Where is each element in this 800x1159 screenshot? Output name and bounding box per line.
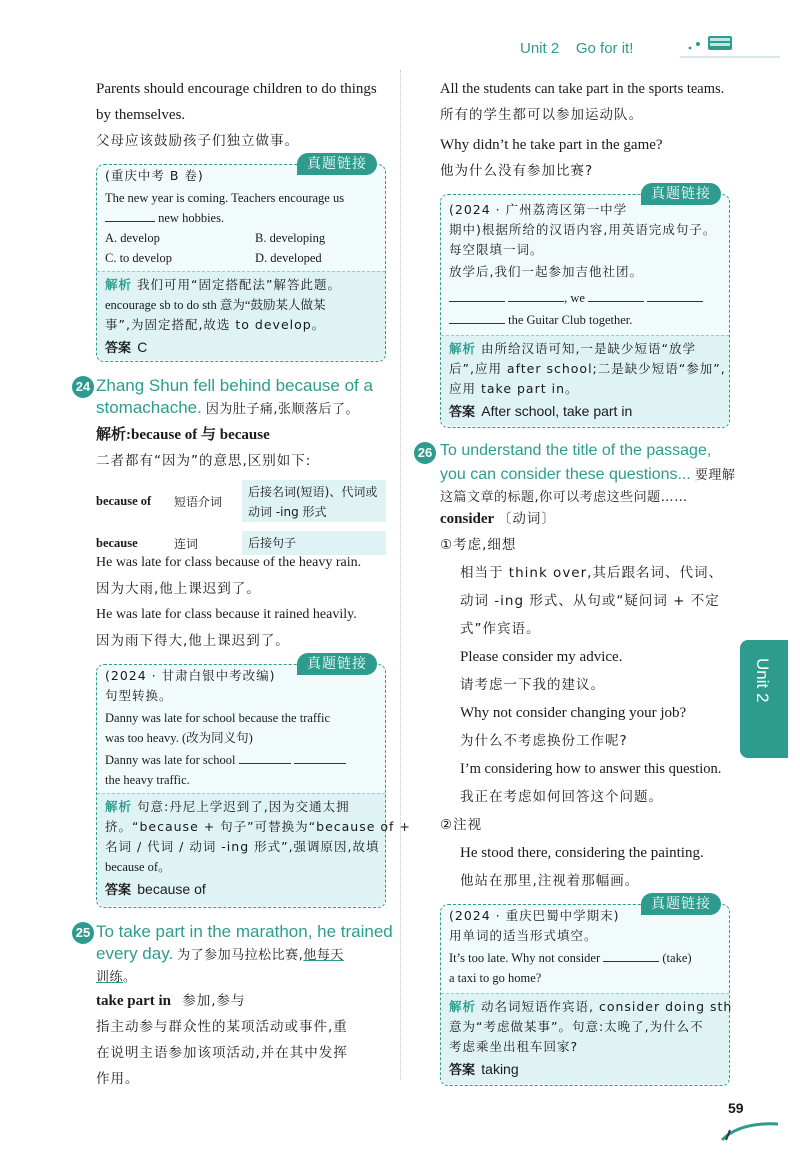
box3-line-2: 放学后,我们一起参加吉他社团。 <box>449 264 643 279</box>
item24-heading-cn: 因为肚子痛,张顺落后了。 <box>205 402 359 417</box>
item25-desc-1: 指主动参与群众性的某项活动或事件,重 <box>96 1019 348 1035</box>
box2-analysis <box>97 793 411 906</box>
item26-meaning-2: ②注视 <box>440 817 483 833</box>
item25-heading-cn-3: 训练 <box>96 970 124 985</box>
box3-line-4: the Guitar Club together. <box>449 311 632 329</box>
item24-heading-line-2 <box>96 398 359 418</box>
box2-analysis-1: 解析 句意:丹尼上学迟到了,因为交通太拥 <box>105 799 350 814</box>
box2-analysis-2: 挤。“because + 句子”可替换为“because of + <box>105 819 411 834</box>
box1-option-b: B. developing <box>255 231 326 245</box>
item24-example-1-cn: 因为大雨,他上课迟到了。 <box>96 581 261 597</box>
box3-analysis-2: 后”,应用 after school;二是缺少短语“参加”, <box>449 361 726 376</box>
box3-analysis-3: 应用 take part in。 <box>449 381 579 396</box>
right-example-2-cn: 他为什么没有参加比赛? <box>440 163 594 179</box>
item26-example-1-en: Please consider my advice. <box>460 649 623 665</box>
column-divider <box>400 70 401 1080</box>
box1-analysis-3: 事”,为固定搭配,故选 to develop。 <box>105 317 326 332</box>
box4-analysis-2: 意为“考虑做某事”。句意:太晚了,为什么不 <box>449 1019 704 1034</box>
item25-heading-line-3 <box>96 966 137 986</box>
box1-source: (重庆中考 B 卷) <box>105 168 204 183</box>
box4-answer: 答案 taking <box>449 1061 519 1078</box>
exam-link-tab: 真题链接 <box>641 893 721 915</box>
box3-line-1: 每空限填一词。 <box>449 242 544 257</box>
box1-option-a: A. develop <box>105 231 160 245</box>
box3-answer: 答案 After school, take part in <box>449 403 633 420</box>
unit-side-tab-label: Unit 2 <box>753 658 772 703</box>
item-number-26: 26 <box>414 442 436 464</box>
header-unit: Unit 2 <box>520 40 560 57</box>
item25-heading-line-1 <box>96 922 393 942</box>
box3-analysis <box>441 335 729 426</box>
item26-heading-en-1: To understand the title of the passage, <box>440 442 712 459</box>
page-corner-swoosh-icon <box>720 1118 780 1142</box>
box3-source-2: 期中)根据所给的汉语内容,用英语完成句子。 <box>449 222 717 237</box>
intro-en-2: by themselves. <box>96 107 186 123</box>
box3-source-1: (2024 · 广州荔湾区第一中学 <box>449 202 628 217</box>
exam-link-tab: 真题链接 <box>641 183 721 205</box>
item26-meaning-1-desc-1: 相当于 think over,其后跟名词、代词、 <box>460 565 723 581</box>
box1-option-c: C. to develop <box>105 251 173 265</box>
item26-pos: 〔动词〕 <box>497 511 556 527</box>
right-example-1-en: All the students can take part in the sports teams. <box>440 81 725 97</box>
box2-analysis-4: because of。 <box>105 860 171 874</box>
item26-meaning-1-desc-2: 动词 -ing 形式、从句或“疑问词 + 不定 <box>460 593 720 609</box>
item25-heading-en-2: every day. <box>96 944 174 963</box>
item25-desc-2: 在说明主语参加该项活动,并在其中发挥 <box>96 1045 348 1061</box>
item26-example-2-en: Why not consider changing your job? <box>460 705 687 721</box>
item26-heading-line-2 <box>440 464 735 484</box>
item24-example-2-en: He was late for class because it rained heavily. <box>96 607 357 622</box>
item24-example-1-en: He was late for class because of the heavy rain. <box>96 555 362 570</box>
item24-heading-en-2: stomachache. <box>96 398 202 417</box>
box1-analysis <box>97 271 385 360</box>
box4-source: (2024 · 重庆巴蜀中学期末) <box>449 908 620 923</box>
box2-line-5: the heavy traffic. <box>105 773 190 787</box>
box3-line-3: , we <box>449 289 703 307</box>
box2-line-3: was too heavy. (改为同义句) <box>105 731 253 745</box>
box4-line-1: 用单词的适当形式填空。 <box>449 928 598 943</box>
exam-link-box-2 <box>96 656 411 908</box>
exam-link-box-3 <box>440 186 730 428</box>
table-row: because of 短语介词 后接名词(短语)、代词或动词 -ing 形式 <box>96 478 386 524</box>
item25-phrase-line <box>96 990 246 1012</box>
item-number-24: 24 <box>72 376 94 398</box>
box2-line-2: Danny was late for school because the traffic <box>105 711 331 725</box>
unit-side-tab <box>740 640 788 758</box>
item25-heading-line-2 <box>96 944 344 964</box>
item26-word-line <box>440 508 556 530</box>
intro-en-1: Parents should encourage children to do things <box>96 81 377 97</box>
item26-example-3-en: I’m considering how to answer this question. <box>460 761 722 777</box>
right-example-1-cn: 所有的学生都可以参加运动队。 <box>440 107 643 123</box>
item24-heading-en-1: Zhang Shun fell behind because of a <box>96 376 373 395</box>
box3-analysis-1: 解析 由所给汉语可知,一是缺少短语“放学 <box>449 341 696 356</box>
item25-heading-en-1b: , he trained <box>307 922 393 941</box>
item26-heading-cn-2: 这篇文章的标题,你可以考虑这些问题…… <box>440 490 688 505</box>
item24-example-2-cn: 因为雨下得大,他上课迟到了。 <box>96 633 290 649</box>
item26-heading-cn-1: 要理解 <box>694 468 736 483</box>
item25-heading-cn-2: 他每天 <box>303 948 344 963</box>
item25-heading-en-1a: To take part in the marathon <box>96 922 308 941</box>
item25-phrase: take part in <box>96 993 171 1009</box>
book-stack-icon <box>680 32 740 54</box>
box4-line-3: a taxi to go home? <box>449 971 542 985</box>
exam-link-tab: 真题链接 <box>297 153 377 175</box>
box2-line-1: 句型转换。 <box>105 688 173 703</box>
item26-example-2-cn: 为什么不考虑换份工作呢? <box>460 733 628 749</box>
right-example-2-en: Why didn’t he take part in the game? <box>440 137 663 153</box>
header-rule <box>680 56 780 58</box>
header-title: Go for it! <box>575 40 634 57</box>
box4-analysis-3: 考虑乘坐出租车回家? <box>449 1039 579 1054</box>
item26-example-4-cn: 他站在那里,注视着那幅画。 <box>460 873 640 889</box>
intro-cn: 父母应该鼓励孩子们独立做事。 <box>96 133 299 149</box>
table-row: because 连词 后接句子 <box>96 526 386 560</box>
box4-analysis <box>441 993 733 1084</box>
item26-example-3-cn: 我正在考虑如何回答这个问题。 <box>460 789 663 805</box>
item26-meaning-1: ①考虑,细想 <box>440 537 517 553</box>
item24-subheading: 解析:because of 与 because <box>96 427 270 443</box>
exam-link-tab: 真题链接 <box>297 653 377 675</box>
item-number-25: 25 <box>72 922 94 944</box>
exam-link-box-4 <box>440 896 733 1086</box>
item26-word: consider <box>440 511 495 527</box>
item25-phrase-cn: 参加,参与 <box>182 993 246 1009</box>
box4-analysis-1: 解析 动名词短语作宾语, consider doing sth <box>449 999 733 1014</box>
item26-example-4-en: He stood there, considering the painting. <box>460 845 704 861</box>
item26-meaning-1-desc-3: 式”作宾语。 <box>460 621 541 637</box>
box1-analysis-2: encourage sb to do sth 意为“鼓励某人做某 <box>105 298 326 312</box>
page-number: 59 <box>728 1100 744 1116</box>
box1-option-d: D. developed <box>255 251 322 265</box>
box4-line-2: It’s too late. Why not consider (take) <box>449 951 692 965</box>
item26-example-1-cn: 请考虑一下我的建议。 <box>460 677 605 693</box>
comparison-table <box>96 478 386 560</box>
box2-analysis-3: 名词 / 代词 / 动词 -ing 形式”,强调原因,故填 <box>105 839 380 854</box>
item25-desc-3: 作用。 <box>96 1071 140 1087</box>
box2-answer: 答案 because of <box>105 881 206 898</box>
box2-source: (2024 · 甘肃白银中考改编) <box>105 668 276 683</box>
box1-answer: 答案 C <box>105 339 148 356</box>
box1-analysis-1: 解析 我们可用“固定搭配法”解答此题。 <box>105 277 341 292</box>
item26-heading-en-2: you can consider these questions... <box>440 466 691 483</box>
page-header <box>520 40 633 57</box>
item25-heading-cn-1: 为了参加马拉松比赛, <box>177 948 304 963</box>
box1-question-2: new hobbies. <box>105 209 224 227</box>
exam-link-box-1 <box>96 156 386 362</box>
box2-line-4: Danny was late for school <box>105 751 346 769</box>
item24-description: 二者都有“因为”的意思,区别如下: <box>96 453 312 469</box>
item25-heading-cn-4: 。 <box>123 970 137 985</box>
box1-question-1: The new year is coming. Teachers encourage us <box>105 191 345 205</box>
